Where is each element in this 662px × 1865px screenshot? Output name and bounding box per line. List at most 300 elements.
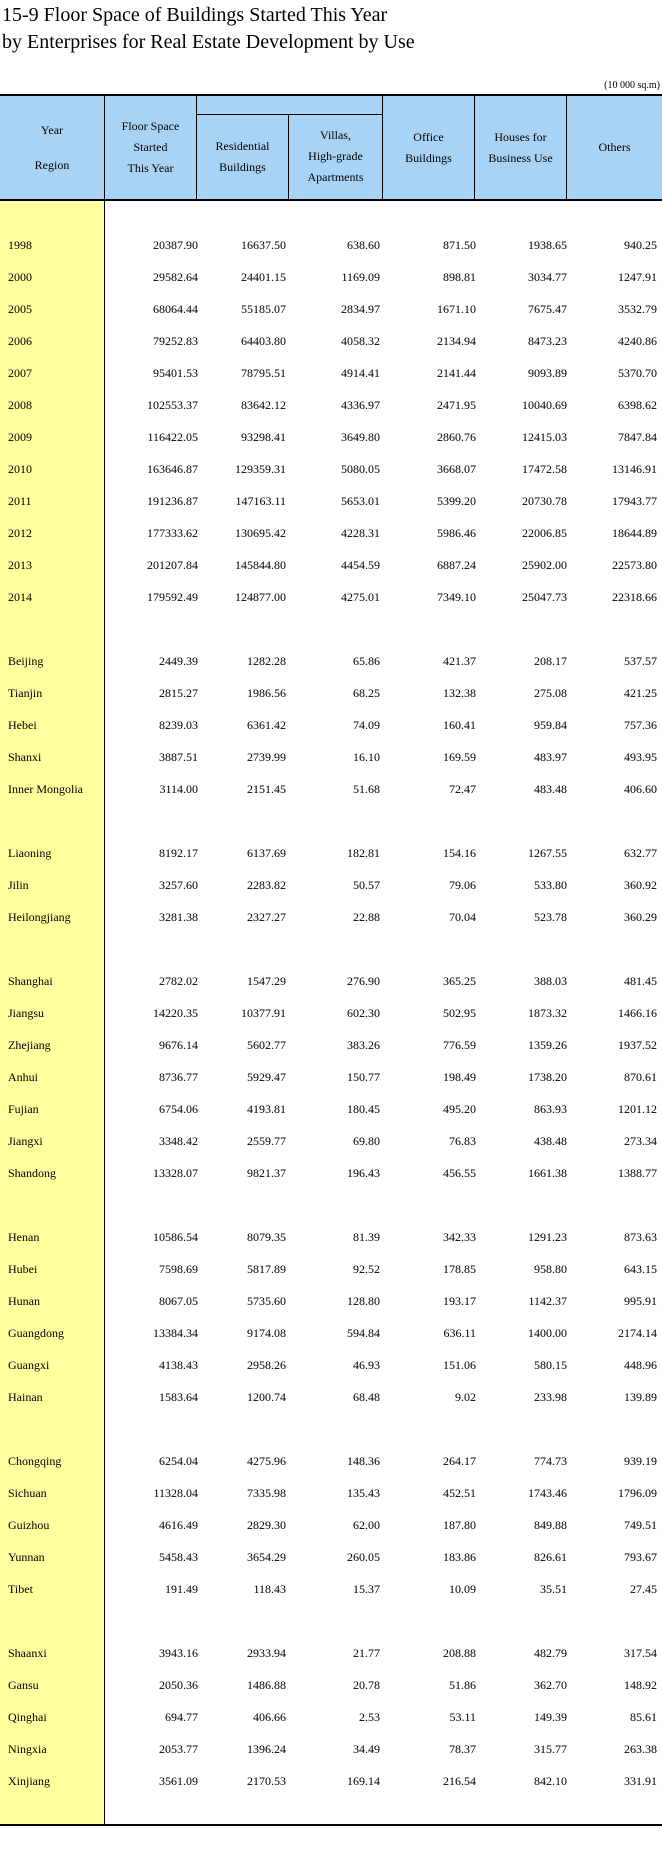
table-row xyxy=(0,837,662,869)
table-row xyxy=(0,901,662,933)
table-cell: 118.43 xyxy=(253,1582,286,1596)
row-label: 2010 xyxy=(8,462,32,476)
table-row xyxy=(0,229,662,261)
table-cell: 1247.91 xyxy=(618,270,657,284)
table-cell: 3532.79 xyxy=(618,302,657,316)
table-cell: 216.54 xyxy=(443,1774,476,1788)
row-label: 1998 xyxy=(8,238,32,252)
table-cell: 147163.11 xyxy=(235,494,286,508)
row-label: 2008 xyxy=(8,398,32,412)
table-cell: 1359.26 xyxy=(528,1038,567,1052)
table-cell: 502.95 xyxy=(443,1006,476,1020)
header-text: Business Use xyxy=(488,150,553,165)
table-cell: 636.11 xyxy=(443,1326,476,1340)
title-line-2: by Enterprises for Real Estate Development by Use xyxy=(2,31,415,53)
table-cell: 2958.26 xyxy=(247,1358,286,1372)
table-cell: 169.14 xyxy=(347,1774,380,1788)
table-cell: 959.84 xyxy=(534,718,567,732)
header-floor-space xyxy=(105,96,196,199)
table-cell: 383.26 xyxy=(347,1038,380,1052)
table-cell: 25047.73 xyxy=(522,590,567,604)
table-row xyxy=(0,517,662,549)
header-stub-year: Year xyxy=(40,122,64,137)
row-label: 2012 xyxy=(8,526,32,540)
table-cell: 4240.86 xyxy=(618,334,657,348)
table-cell: 362.70 xyxy=(534,1678,567,1692)
table-cell: 46.93 xyxy=(353,1358,380,1372)
table-row xyxy=(0,965,662,997)
table-cell: 4275.01 xyxy=(341,590,380,604)
table-cell: 3561.09 xyxy=(159,1774,198,1788)
row-label: Liaoning xyxy=(8,846,52,860)
table-cell: 198.49 xyxy=(443,1070,476,1084)
row-label: Zhejiang xyxy=(8,1038,51,1052)
table-cell: 694.77 xyxy=(165,1710,198,1724)
row-label: Qinghai xyxy=(8,1710,47,1724)
table-cell: 196.43 xyxy=(347,1166,380,1180)
table-row xyxy=(0,1285,662,1317)
table-cell: 6398.62 xyxy=(618,398,657,412)
table-cell: 757.36 xyxy=(624,718,657,732)
table-cell: 5653.01 xyxy=(341,494,380,508)
table-cell: 135.43 xyxy=(347,1486,380,1500)
table-cell: 1200.74 xyxy=(247,1390,286,1404)
table-cell: 13384.34 xyxy=(153,1326,198,1340)
unit-label: (10 000 sq.m) xyxy=(604,80,660,91)
table-row xyxy=(0,1093,662,1125)
table-cell: 263.38 xyxy=(624,1742,657,1756)
table-cell: 95401.53 xyxy=(153,366,198,380)
table-row xyxy=(0,1253,662,1285)
table-cell: 315.77 xyxy=(534,1742,567,1756)
row-label: Yunnan xyxy=(8,1550,45,1564)
table-row xyxy=(0,549,662,581)
table-cell: 182.81 xyxy=(347,846,380,860)
header-text: Office xyxy=(413,129,444,144)
table-row xyxy=(0,1125,662,1157)
table-cell: 16.10 xyxy=(353,750,380,764)
table-cell: 17472.58 xyxy=(522,462,567,476)
table-cell: 10377.91 xyxy=(241,1006,286,1020)
table-cell: 776.59 xyxy=(443,1038,476,1052)
table-cell: 183.86 xyxy=(443,1550,476,1564)
table-cell: 92.52 xyxy=(353,1262,380,1276)
table-cell: 6361.42 xyxy=(247,718,286,732)
table-cell: 76.83 xyxy=(449,1134,476,1148)
table-cell: 2449.39 xyxy=(159,654,198,668)
row-label: Jiangxi xyxy=(8,1134,43,1148)
table-cell: 774.73 xyxy=(534,1454,567,1468)
table-cell: 4138.43 xyxy=(159,1358,198,1372)
table-cell: 9821.37 xyxy=(247,1166,286,1180)
data-table xyxy=(0,94,662,1826)
table-cell: 20387.90 xyxy=(153,238,198,252)
table-cell: 2829.30 xyxy=(247,1518,286,1532)
table-cell: 483.48 xyxy=(534,782,567,796)
table-cell: 129359.31 xyxy=(235,462,286,476)
table-cell: 132.38 xyxy=(443,686,476,700)
table-cell: 2739.99 xyxy=(247,750,286,764)
table-cell: 2327.27 xyxy=(247,910,286,924)
table-cell: 7349.10 xyxy=(437,590,476,604)
row-label: Jiangsu xyxy=(8,1006,44,1020)
header-text: Buildings xyxy=(219,159,266,174)
table-cell: 481.45 xyxy=(624,974,657,988)
row-label: Hunan xyxy=(8,1294,40,1308)
table-cell: 74.09 xyxy=(353,718,380,732)
row-label: 2013 xyxy=(8,558,32,572)
table-cell: 4275.96 xyxy=(247,1454,286,1468)
table-cell: 3034.77 xyxy=(528,270,567,284)
table-cell: 594.84 xyxy=(347,1326,380,1340)
table-cell: 958.80 xyxy=(534,1262,567,1276)
table-cell: 406.66 xyxy=(253,1710,286,1724)
table-cell: 116422.05 xyxy=(147,430,198,444)
table-cell: 5986.46 xyxy=(437,526,476,540)
table-cell: 438.48 xyxy=(534,1134,567,1148)
table-cell: 4914.41 xyxy=(341,366,380,380)
table-cell: 2471.95 xyxy=(437,398,476,412)
table-bottom-border xyxy=(0,1824,662,1826)
table-row xyxy=(0,869,662,901)
table-cell: 51.68 xyxy=(353,782,380,796)
table-row xyxy=(0,1157,662,1189)
header-others xyxy=(567,96,662,199)
table-cell: 1486.88 xyxy=(247,1678,286,1692)
table-cell: 1388.77 xyxy=(618,1166,657,1180)
table-row xyxy=(0,773,662,805)
table-cell: 1671.10 xyxy=(437,302,476,316)
table-row xyxy=(0,1637,662,1669)
table-cell: 85.61 xyxy=(630,1710,657,1724)
table-cell: 79252.83 xyxy=(153,334,198,348)
table-row xyxy=(0,1029,662,1061)
header-stub-region: Region xyxy=(34,157,70,172)
table-cell: 79.06 xyxy=(449,878,476,892)
table-row xyxy=(0,1061,662,1093)
table-cell: 145844.80 xyxy=(235,558,286,572)
table-row xyxy=(0,1541,662,1573)
table-cell: 360.92 xyxy=(624,878,657,892)
row-label: Tibet xyxy=(8,1582,33,1596)
table-row xyxy=(0,1765,662,1797)
table-cell: 1986.56 xyxy=(247,686,286,700)
table-cell: 3348.42 xyxy=(159,1134,198,1148)
table-cell: 25902.00 xyxy=(522,558,567,572)
row-label: 2007 xyxy=(8,366,32,380)
table-cell: 1547.29 xyxy=(247,974,286,988)
header-text: Started xyxy=(133,140,168,154)
table-cell: 1938.65 xyxy=(528,238,567,252)
table-row xyxy=(0,1221,662,1253)
table-cell: 139.89 xyxy=(624,1390,657,1404)
table-cell: 5080.05 xyxy=(341,462,380,476)
table-cell: 64403.80 xyxy=(241,334,286,348)
table-cell: 849.88 xyxy=(534,1518,567,1532)
table-row xyxy=(0,1573,662,1605)
table-row xyxy=(0,389,662,421)
table-cell: 365.25 xyxy=(443,974,476,988)
table-cell: 2.53 xyxy=(359,1710,380,1724)
row-label: Shanghai xyxy=(8,974,53,988)
table-row xyxy=(0,1381,662,1413)
table-cell: 2782.02 xyxy=(159,974,198,988)
table-cell: 2170.53 xyxy=(247,1774,286,1788)
header-text: Others xyxy=(598,140,631,154)
table-cell: 448.96 xyxy=(624,1358,657,1372)
row-label: Heilongjiang xyxy=(8,910,71,924)
table-cell: 13328.07 xyxy=(153,1166,198,1180)
row-label: Fujian xyxy=(8,1102,39,1116)
table-cell: 6137.69 xyxy=(247,846,286,860)
table-cell: 331.91 xyxy=(624,1774,657,1788)
table-cell: 62.00 xyxy=(353,1518,380,1532)
table-title xyxy=(2,2,652,56)
table-row xyxy=(0,261,662,293)
table-cell: 187.80 xyxy=(443,1518,476,1532)
table-cell: 9093.89 xyxy=(528,366,567,380)
table-cell: 9174.08 xyxy=(247,1326,286,1340)
table-cell: 208.88 xyxy=(443,1646,476,1660)
table-cell: 68064.44 xyxy=(153,302,198,316)
table-row xyxy=(0,581,662,613)
table-cell: 452.51 xyxy=(443,1486,476,1500)
table-cell: 24401.15 xyxy=(241,270,286,284)
table-cell: 870.61 xyxy=(624,1070,657,1084)
table-cell: 22573.80 xyxy=(612,558,657,572)
table-cell: 124877.00 xyxy=(235,590,286,604)
table-cell: 749.51 xyxy=(624,1518,657,1532)
table-cell: 35.51 xyxy=(540,1582,567,1596)
table-row xyxy=(0,1733,662,1765)
table-cell: 68.48 xyxy=(353,1390,380,1404)
table-cell: 7847.84 xyxy=(618,430,657,444)
table-cell: 22006.85 xyxy=(522,526,567,540)
table-row xyxy=(0,1701,662,1733)
table-cell: 27.45 xyxy=(630,1582,657,1596)
table-cell: 10040.69 xyxy=(522,398,567,412)
table-cell: 13146.91 xyxy=(612,462,657,476)
table-cell: 102553.37 xyxy=(147,398,198,412)
table-cell: 2151.45 xyxy=(247,782,286,796)
row-label: Jilin xyxy=(8,878,29,892)
row-label: Sichuan xyxy=(8,1486,47,1500)
table-cell: 8239.03 xyxy=(159,718,198,732)
table-cell: 11328.04 xyxy=(153,1486,198,1500)
table-cell: 1873.32 xyxy=(528,1006,567,1020)
header-villas xyxy=(289,114,382,199)
table-cell: 1743.46 xyxy=(528,1486,567,1500)
table-cell: 128.80 xyxy=(347,1294,380,1308)
table-cell: 940.25 xyxy=(624,238,657,252)
row-label: 2005 xyxy=(8,302,32,316)
table-cell: 8079.35 xyxy=(247,1230,286,1244)
table-cell: 160.41 xyxy=(443,718,476,732)
table-cell: 177333.62 xyxy=(147,526,198,540)
table-cell: 208.17 xyxy=(534,654,567,668)
table-cell: 69.80 xyxy=(353,1134,380,1148)
table-cell: 72.47 xyxy=(449,782,476,796)
table-cell: 191236.87 xyxy=(147,494,198,508)
table-cell: 3654.29 xyxy=(247,1550,286,1564)
table-row xyxy=(0,325,662,357)
table-cell: 3649.80 xyxy=(341,430,380,444)
table-cell: 421.37 xyxy=(443,654,476,668)
table-cell: 406.60 xyxy=(624,782,657,796)
table-cell: 1396.24 xyxy=(247,1742,286,1756)
table-cell: 793.67 xyxy=(624,1550,657,1564)
table-cell: 863.93 xyxy=(534,1102,567,1116)
row-label: Chongqing xyxy=(8,1454,62,1468)
table-cell: 4336.97 xyxy=(341,398,380,412)
row-label: Xinjiang xyxy=(8,1774,50,1788)
table-row xyxy=(0,485,662,517)
table-cell: 4058.32 xyxy=(341,334,380,348)
row-label: 2011 xyxy=(8,494,32,508)
table-row xyxy=(0,453,662,485)
table-cell: 495.20 xyxy=(443,1102,476,1116)
row-label: 2014 xyxy=(8,590,32,604)
table-cell: 273.34 xyxy=(624,1134,657,1148)
table-cell: 4454.59 xyxy=(341,558,380,572)
row-label: Shaanxi xyxy=(8,1646,47,1660)
table-cell: 2933.94 xyxy=(247,1646,286,1660)
title-line-1: 15-9 Floor Space of Buildings Started This Year xyxy=(2,4,388,26)
table-cell: 3114.00 xyxy=(159,782,198,796)
table-cell: 2141.44 xyxy=(437,366,476,380)
table-cell: 1169.09 xyxy=(341,270,380,284)
table-cell: 3943.16 xyxy=(159,1646,198,1660)
table-cell: 580.15 xyxy=(534,1358,567,1372)
table-cell: 5817.89 xyxy=(247,1262,286,1276)
table-row xyxy=(0,421,662,453)
table-cell: 150.77 xyxy=(347,1070,380,1084)
table-cell: 8736.77 xyxy=(159,1070,198,1084)
table-cell: 1583.64 xyxy=(159,1390,198,1404)
table-cell: 275.08 xyxy=(534,686,567,700)
table-cell: 78.37 xyxy=(449,1742,476,1756)
table-cell: 2860.76 xyxy=(437,430,476,444)
table-cell: 191.49 xyxy=(165,1582,198,1596)
table-cell: 483.97 xyxy=(534,750,567,764)
table-cell: 22.88 xyxy=(353,910,380,924)
table-cell: 4616.49 xyxy=(159,1518,198,1532)
row-label: Ningxia xyxy=(8,1742,47,1756)
table-cell: 21.77 xyxy=(353,1646,380,1660)
header-text: This Year xyxy=(127,161,174,175)
table-cell: 8192.17 xyxy=(159,846,198,860)
table-cell: 17943.77 xyxy=(612,494,657,508)
table-cell: 233.98 xyxy=(534,1390,567,1404)
table-row xyxy=(0,1445,662,1477)
table-cell: 50.57 xyxy=(353,878,380,892)
table-cell: 1738.20 xyxy=(528,1070,567,1084)
table-cell: 939.19 xyxy=(624,1454,657,1468)
table-cell: 5458.43 xyxy=(159,1550,198,1564)
table-cell: 83642.12 xyxy=(241,398,286,412)
table-cell: 16637.50 xyxy=(241,238,286,252)
header-separator xyxy=(0,199,662,201)
header-business-use xyxy=(475,96,566,199)
row-label: Guizhou xyxy=(8,1518,50,1532)
table-cell: 22318.66 xyxy=(612,590,657,604)
table-cell: 7598.69 xyxy=(159,1262,198,1276)
table-cell: 34.49 xyxy=(353,1742,380,1756)
table-row xyxy=(0,645,662,677)
table-cell: 201207.84 xyxy=(147,558,198,572)
table-cell: 7675.47 xyxy=(528,302,567,316)
header-text: Villas, xyxy=(320,128,351,142)
table-cell: 5929.47 xyxy=(247,1070,286,1084)
table-row xyxy=(0,1509,662,1541)
table-cell: 456.55 xyxy=(443,1166,476,1180)
table-row xyxy=(0,357,662,389)
table-cell: 179592.49 xyxy=(147,590,198,604)
table-cell: 5735.60 xyxy=(247,1294,286,1308)
table-cell: 2050.36 xyxy=(159,1678,198,1692)
table-row xyxy=(0,1477,662,1509)
table-cell: 68.25 xyxy=(353,686,380,700)
table-cell: 148.36 xyxy=(347,1454,380,1468)
table-cell: 1796.09 xyxy=(618,1486,657,1500)
table-cell: 18644.89 xyxy=(612,526,657,540)
table-cell: 15.37 xyxy=(353,1582,380,1596)
table-row xyxy=(0,997,662,1029)
header-text: Apartments xyxy=(307,170,364,184)
table-cell: 537.57 xyxy=(624,654,657,668)
table-cell: 55185.07 xyxy=(241,302,286,316)
table-cell: 260.05 xyxy=(347,1550,380,1564)
table-cell: 20730.78 xyxy=(522,494,567,508)
table-cell: 9.02 xyxy=(455,1390,476,1404)
table-cell: 70.04 xyxy=(449,910,476,924)
table-cell: 493.95 xyxy=(624,750,657,764)
row-label: Beijing xyxy=(8,654,44,668)
table-cell: 533.80 xyxy=(534,878,567,892)
table-cell: 7335.98 xyxy=(247,1486,286,1500)
table-cell: 78795.51 xyxy=(241,366,286,380)
table-cell: 2283.82 xyxy=(247,878,286,892)
table-cell: 14220.35 xyxy=(153,1006,198,1020)
table-cell: 1400.00 xyxy=(528,1326,567,1340)
table-cell: 53.11 xyxy=(449,1710,476,1724)
header-office xyxy=(383,96,474,199)
table-cell: 6887.24 xyxy=(437,558,476,572)
table-cell: 148.92 xyxy=(624,1678,657,1692)
header-text: Residential xyxy=(215,138,270,153)
table-cell: 873.63 xyxy=(624,1230,657,1244)
table-cell: 5602.77 xyxy=(247,1038,286,1052)
table-row xyxy=(0,741,662,773)
table-cell: 4193.81 xyxy=(247,1102,286,1116)
table-cell: 1466.16 xyxy=(618,1006,657,1020)
table-cell: 20.78 xyxy=(353,1678,380,1692)
table-cell: 5370.70 xyxy=(618,366,657,380)
table-cell: 178.85 xyxy=(443,1262,476,1276)
table-cell: 826.61 xyxy=(534,1550,567,1564)
table-cell: 523.78 xyxy=(534,910,567,924)
table-cell: 151.06 xyxy=(443,1358,476,1372)
row-label: Shanxi xyxy=(8,750,42,764)
table-cell: 1282.28 xyxy=(247,654,286,668)
table-cell: 93298.41 xyxy=(241,430,286,444)
table-cell: 10.09 xyxy=(449,1582,476,1596)
table-cell: 149.39 xyxy=(534,1710,567,1724)
row-label: 2006 xyxy=(8,334,32,348)
row-label: Hubei xyxy=(8,1262,38,1276)
table-cell: 317.54 xyxy=(624,1646,657,1660)
table-cell: 2815.27 xyxy=(159,686,198,700)
